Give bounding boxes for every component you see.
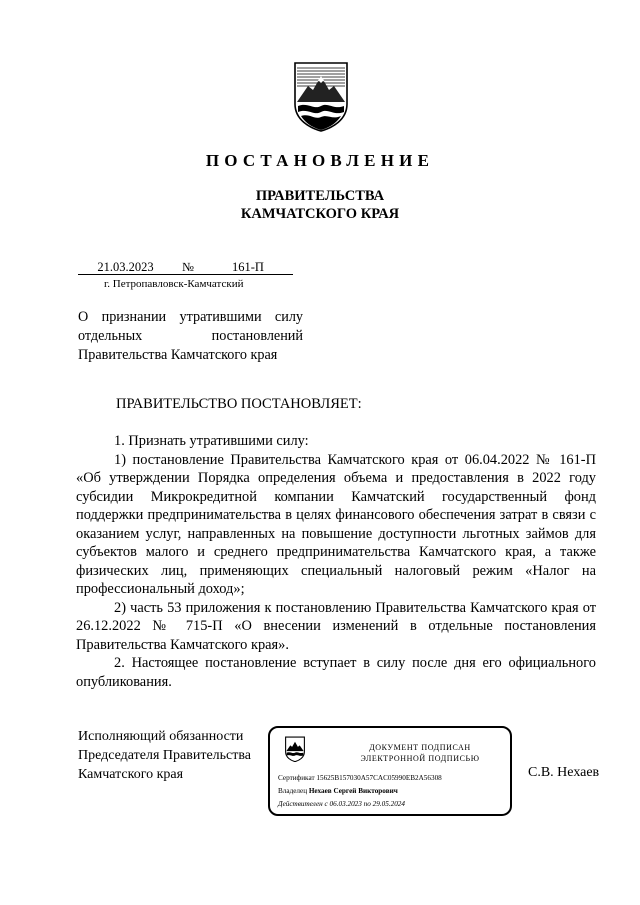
paragraph: 1. Признать утратившими силу: bbox=[114, 433, 309, 449]
issuer-line: ПРАВИТЕЛЬСТВА bbox=[255, 188, 385, 204]
owner-label: Владелец bbox=[278, 787, 308, 795]
document-number: 161-П bbox=[203, 260, 293, 275]
paragraph: 2) часть 53 приложения к постановлению Правительства Камчатского края от 26.12.2022 № 715-П «О внесении изменений в отдельные постановления Правительства Камчатского края». bbox=[76, 599, 596, 653]
issuer-name bbox=[0, 187, 640, 223]
paragraph: 2. Настоящее постановление вступает в силу после дня его официального опубликования. bbox=[76, 655, 596, 690]
signatory-name: С.В. Нехаев bbox=[528, 765, 600, 780]
signatory-position bbox=[78, 727, 251, 784]
subject-line: отдельных постановлений bbox=[78, 328, 303, 344]
document-date: 21.03.2023 bbox=[78, 260, 173, 275]
stamp-header-line: ЭЛЕКТРОННОЙ ПОДПИСЬЮ bbox=[360, 754, 480, 763]
coat-of-arms-icon bbox=[292, 60, 350, 132]
document-subject bbox=[78, 308, 303, 365]
certificate-owner bbox=[278, 787, 398, 795]
stamp-header-line: ДОКУМЕНТ ПОДПИСАН bbox=[369, 743, 471, 752]
date-number-line bbox=[78, 260, 293, 275]
document-title: ПОСТАНОВЛЕНИЕ bbox=[205, 151, 435, 170]
number-sign: № bbox=[173, 260, 203, 275]
certificate-id: Сертификат 15625B157030A57CAC05990EB2A56308 bbox=[278, 774, 442, 782]
certificate-validity: Действителен с 06.03.2023 по 29.05.2024 bbox=[278, 800, 405, 808]
coat-of-arms-icon bbox=[284, 736, 306, 762]
signatory-line: Председателя Правительства bbox=[78, 748, 252, 763]
subject-line: О признании утратившими силу bbox=[78, 309, 303, 325]
issuer-line: КАМЧАТСКОГО КРАЯ bbox=[240, 206, 400, 222]
signatory-line: Камчатского края bbox=[78, 767, 184, 782]
signatory-line: Исполняющий обязанности bbox=[78, 729, 244, 744]
stamp-header bbox=[330, 742, 510, 764]
electronic-signature-stamp bbox=[268, 726, 512, 816]
city: г. Петропавловск-Камчатский bbox=[104, 278, 244, 290]
paragraph: 1) постановление Правительства Камчатского края от 06.04.2022 № 161-П «Об утверждении Порядка определения объема и предоставления в 2022 году субсидии Микрокредитной компании Камчатский государственный фонд поддержки предпринимательства в целях финансового обеспечения затрат в связи с оказанием услуг, направленных на повышение доступности льготных займов для субъектов малого и среднего предпринимательства Камчатского края, а также физических лиц, применяющих специальный налоговый режим «Налог на профессиональный доход»; bbox=[76, 451, 596, 597]
document-body bbox=[76, 432, 596, 691]
owner-name: Нехаев Сергей Викторович bbox=[308, 787, 398, 795]
subject-line: Правительства Камчатского края bbox=[78, 347, 278, 363]
decree-heading: ПРАВИТЕЛЬСТВО ПОСТАНОВЛЯЕТ: bbox=[116, 396, 362, 412]
